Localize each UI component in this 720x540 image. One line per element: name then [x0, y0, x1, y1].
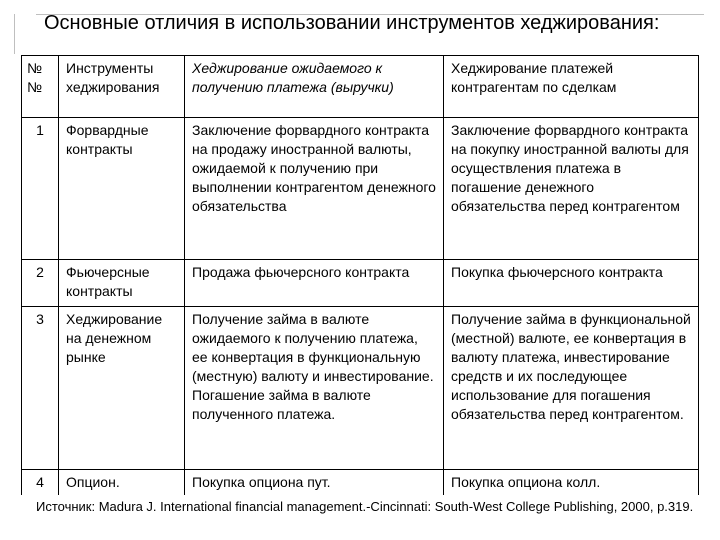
row-instrument: Опцион.	[59, 470, 185, 496]
source-citation: Источник: Madura J. International financial management.-Cincinnati: South-West College Publishing, 2000, p.319.	[36, 498, 696, 516]
table-row	[22, 470, 699, 496]
table-row	[22, 260, 699, 307]
row-expected: Продажа фьючерсного контракта	[185, 260, 444, 307]
header-expected: Хеджирование ожидаемого к получению платежа (выручки)	[185, 56, 444, 118]
table-row	[22, 118, 699, 260]
row-instrument: Форвардные контракты	[59, 118, 185, 260]
table-row	[22, 307, 699, 470]
row-payments: Получение займа в функциональной (местной) валюте, ее конвертация в валюту платежа, инвестирование средств и их последующее использование для погашения обязательства перед контрагентом.	[444, 307, 699, 470]
page-title: Основные отличия в использовании инструментов хеджирования:	[44, 12, 660, 34]
row-payments: Заключение форвардного контракта на покупку иностранной валюты для осуществления платежа в погашение денежного обязательства перед контрагентом	[444, 118, 699, 260]
left-rule	[14, 14, 15, 54]
row-payments: Покупка фьючерсного контракта	[444, 260, 699, 307]
hedging-table	[21, 55, 699, 495]
header-instrument: Инструменты хеджирования	[59, 56, 185, 118]
row-num: 1	[22, 118, 59, 260]
header-payments: Хеджирование платежей контрагентам по сделкам	[444, 56, 699, 118]
row-instrument: Фьючерсные контракты	[59, 260, 185, 307]
header-num: № №	[22, 56, 59, 118]
row-expected: Заключение форвардного контракта на продажу иностранной валюты, ожидаемой к получению при выполнении контрагентом денежного обязательства	[185, 118, 444, 260]
row-num: 3	[22, 307, 59, 470]
row-expected: Получение займа в валюте ожидаемого к получению платежа, ее конвертация в функциональную (местную) валюту и инвестирование. Погашение займа в валюте полученного платежа.	[185, 307, 444, 470]
table-header-row	[22, 56, 699, 118]
row-expected: Покупка опциона пут.	[185, 470, 444, 496]
row-instrument: Хеджирование на денежном рынке	[59, 307, 185, 470]
row-payments: Покупка опциона колл.	[444, 470, 699, 496]
row-num: 2	[22, 260, 59, 307]
row-num: 4	[22, 470, 59, 496]
